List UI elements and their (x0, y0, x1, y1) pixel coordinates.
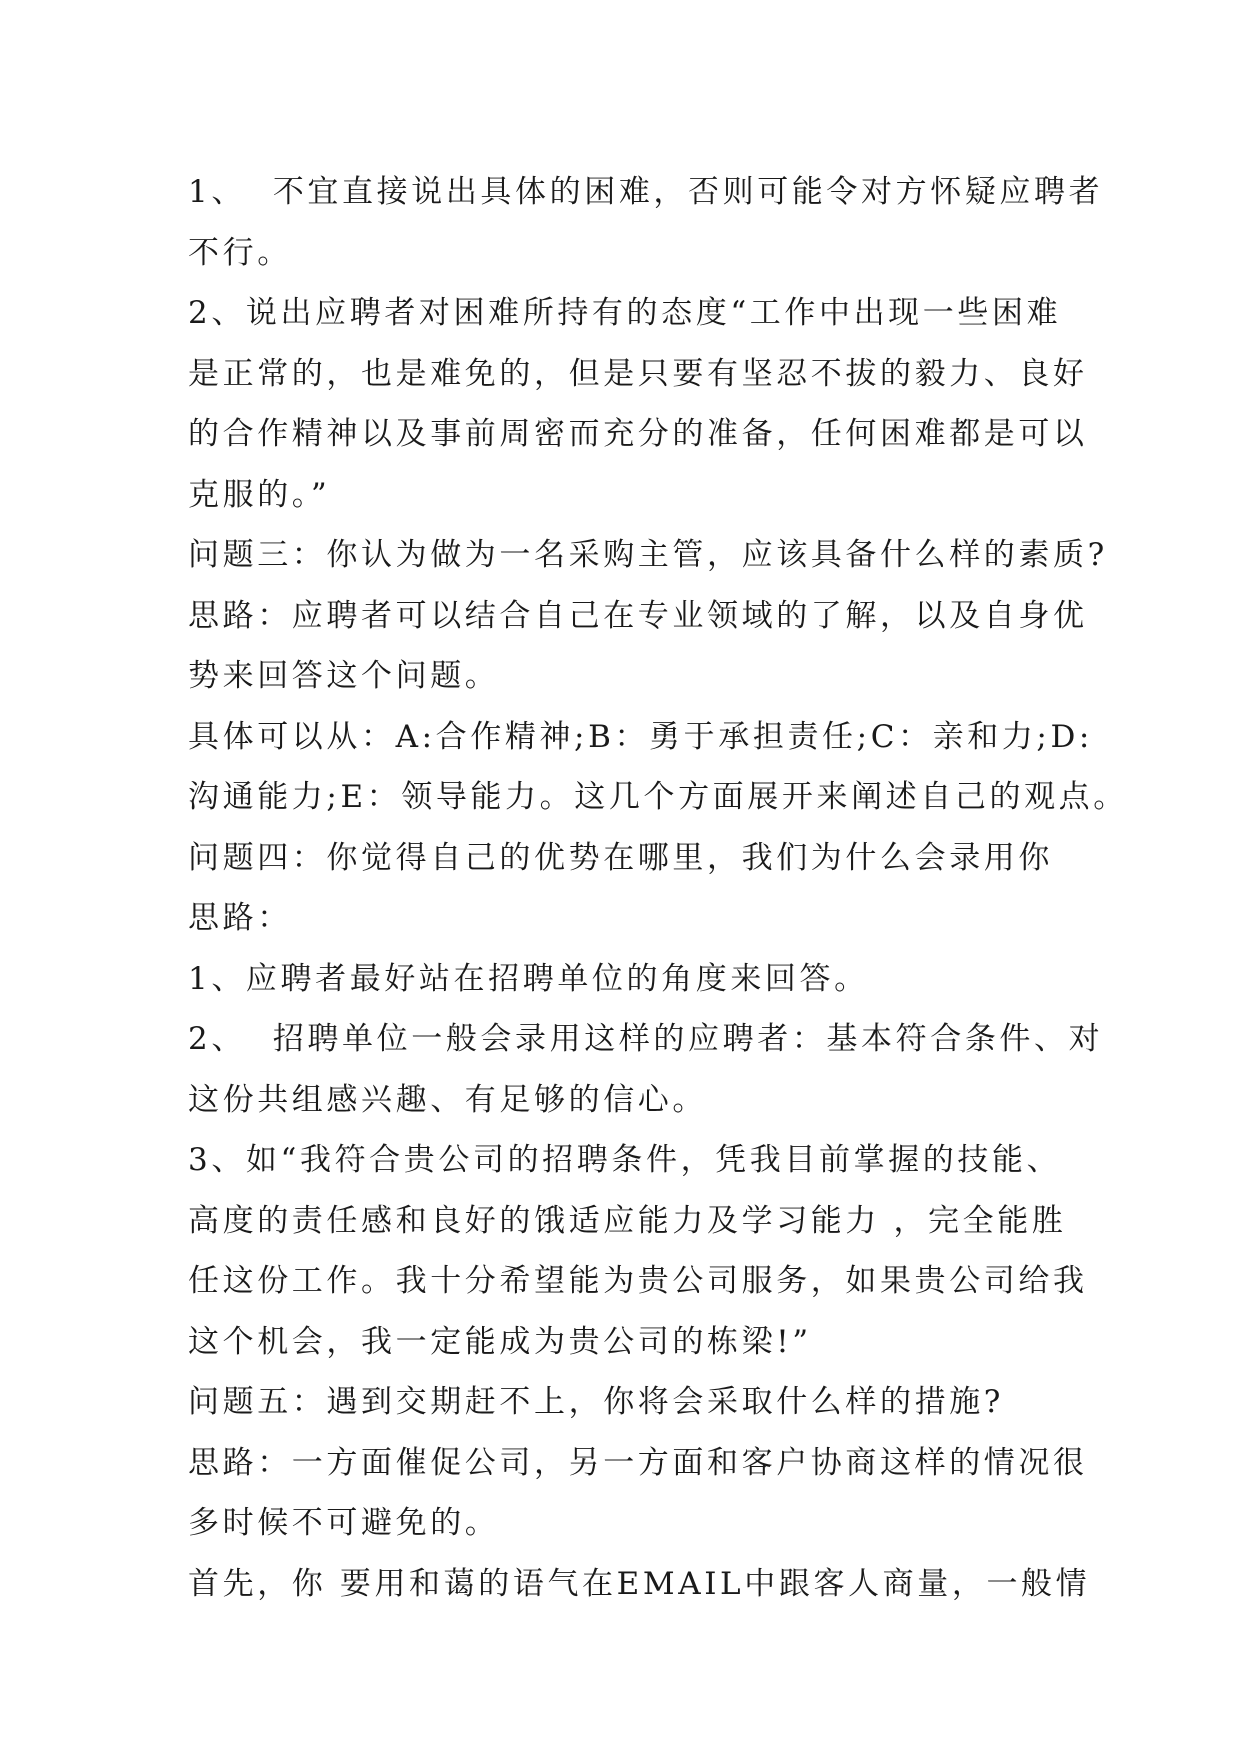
text-line: 是正常的，也是难免的，但是只要有坚忍不拔的毅力、良好 (188, 355, 1088, 392)
text-line: 的合作精神以及事前周密而充分的准备，任何困难都是可以 (188, 416, 1088, 452)
text-line: 首先，你 要用和蔼的语气在EMAIL中跟客人商量，一般情 (188, 1565, 1091, 1602)
document-body (188, 162, 1128, 1614)
text-line: 这份共组感兴趣、有足够的信心。 (188, 1081, 707, 1118)
text-line: 1、应聘者最好站在招聘单位的角度来回答。 (188, 960, 869, 997)
text-line: 多时候不可避免的。 (188, 1505, 500, 1541)
text-line: 2、说出应聘者对困难所持有的态度“工作中出现一些困难 (188, 295, 1062, 331)
text-line: 克服的。” (188, 476, 331, 513)
text-line: 具体可以从：A:合作精神;B：勇于承担责任;C：亲和力;D: (188, 718, 1093, 755)
question-heading: 问题三：你认为做为一名采购主管，应该具备什么样的素质? (188, 537, 1108, 573)
text-line: 任这份工作。我十分希望能为贵公司服务，如果贵公司给我 (188, 1263, 1088, 1299)
text-line: 思路：一方面催促公司，另一方面和客户协商这样的情况很 (188, 1444, 1088, 1481)
text-line: 思路： (188, 900, 292, 936)
text-line: 这个机会，我一定能成为贵公司的栋梁!” (188, 1323, 812, 1360)
text-line: 思路：应聘者可以结合自己在专业领域的了解，以及自身优 (188, 597, 1088, 634)
text-line: 2、 招聘单位一般会录用这样的应聘者：基本符合条件、对 (188, 1021, 1104, 1057)
question-heading: 问题五：遇到交期赶不上，你将会采取什么样的措施? (188, 1384, 1005, 1420)
text-line: 1、 不宜直接说出具体的困难，否则可能令对方怀疑应聘者 (188, 174, 1104, 210)
text-line: 势来回答这个问题。 (188, 658, 500, 694)
text-line: 不行。 (188, 234, 292, 271)
question-heading: 问题四：你觉得自己的优势在哪里，我们为什么会录用你 (188, 839, 1053, 876)
text-line: 沟通能力;E：领导能力。这几个方面展开来阐述自己的观点。 (188, 779, 1128, 815)
text-line: 高度的责任感和良好的饿适应能力及学习能力 ，完全能胜 (188, 1202, 1067, 1239)
text-line: 3、如“我符合贵公司的招聘条件，凭我目前掌握的技能、 (188, 1142, 1062, 1178)
